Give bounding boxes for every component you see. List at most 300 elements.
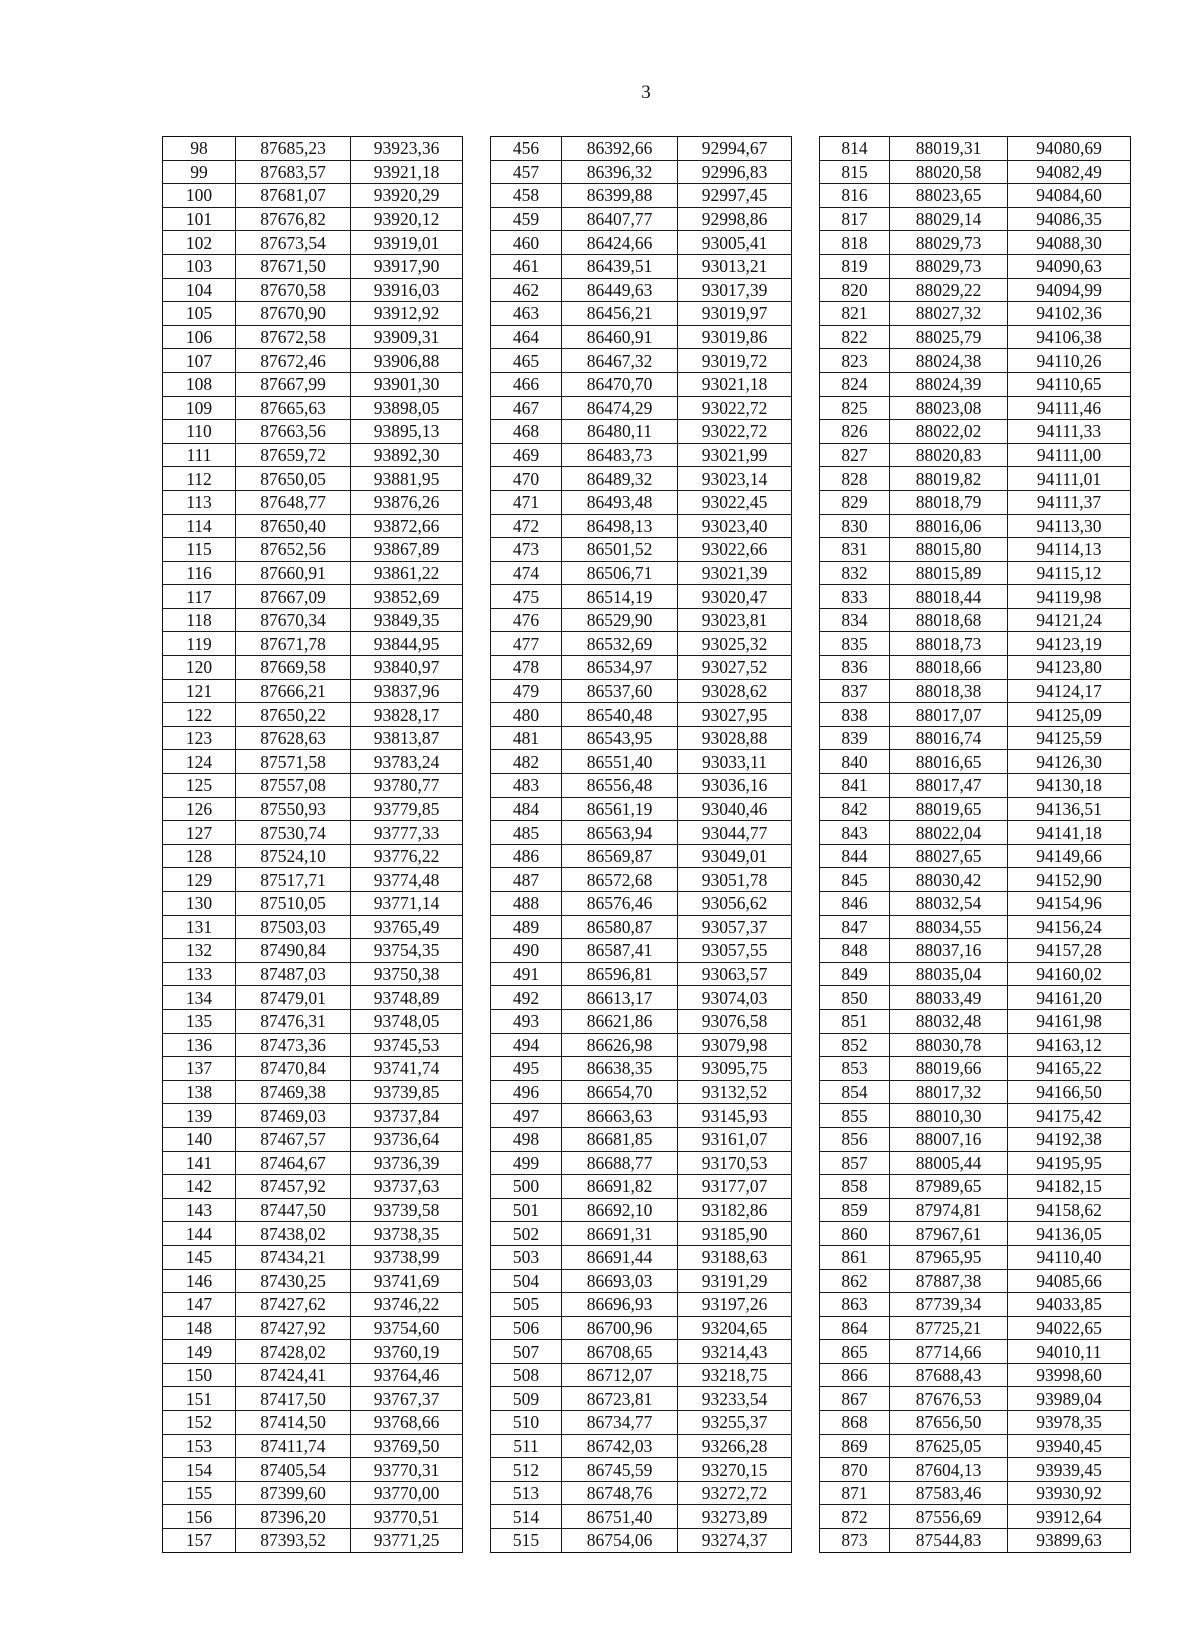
point-number-cell: 840 <box>820 750 890 774</box>
y-coordinate-cell: 94130,18 <box>1008 774 1131 798</box>
column-gap <box>792 962 820 986</box>
x-coordinate-cell: 86745,59 <box>562 1458 678 1482</box>
point-number-cell: 464 <box>491 325 562 349</box>
x-coordinate-cell: 86569,87 <box>562 844 678 868</box>
point-number-cell: 515 <box>491 1529 562 1553</box>
y-coordinate-cell: 93901,30 <box>351 372 463 396</box>
point-number-cell: 482 <box>491 750 562 774</box>
point-number-cell: 148 <box>163 1316 236 1340</box>
x-coordinate-cell: 86489,32 <box>562 467 678 491</box>
x-coordinate-cell: 87989,65 <box>890 1175 1008 1199</box>
point-number-cell: 112 <box>163 467 236 491</box>
y-coordinate-cell: 94136,05 <box>1008 1222 1131 1246</box>
column-gap <box>463 1529 491 1553</box>
x-coordinate-cell: 88029,22 <box>890 278 1008 302</box>
y-coordinate-cell: 93266,28 <box>678 1434 792 1458</box>
column-gap <box>463 1340 491 1364</box>
point-number-cell: 841 <box>820 774 890 798</box>
y-coordinate-cell: 93770,31 <box>351 1458 463 1482</box>
point-number-cell: 104 <box>163 278 236 302</box>
point-number-cell: 820 <box>820 278 890 302</box>
x-coordinate-cell: 88018,44 <box>890 585 1008 609</box>
y-coordinate-cell: 94110,40 <box>1008 1245 1131 1269</box>
y-coordinate-cell: 92994,67 <box>678 137 792 161</box>
x-coordinate-cell: 87544,83 <box>890 1529 1008 1553</box>
point-number-cell: 855 <box>820 1104 890 1128</box>
y-coordinate-cell: 93027,52 <box>678 656 792 680</box>
point-number-cell: 830 <box>820 514 890 538</box>
x-coordinate-cell: 88015,89 <box>890 561 1008 585</box>
y-coordinate-cell: 93923,36 <box>351 137 463 161</box>
point-number-cell: 142 <box>163 1175 236 1199</box>
x-coordinate-cell: 87650,40 <box>236 514 351 538</box>
x-coordinate-cell: 87659,72 <box>236 443 351 467</box>
point-number-cell: 822 <box>820 325 890 349</box>
y-coordinate-cell: 94161,20 <box>1008 986 1131 1010</box>
point-number-cell: 125 <box>163 774 236 798</box>
table-row <box>163 1057 1131 1081</box>
column-gap <box>792 892 820 916</box>
table-row <box>163 1198 1131 1222</box>
y-coordinate-cell: 93738,35 <box>351 1222 463 1246</box>
point-number-cell: 823 <box>820 349 890 373</box>
y-coordinate-cell: 94110,26 <box>1008 349 1131 373</box>
point-number-cell: 118 <box>163 608 236 632</box>
point-number-cell: 153 <box>163 1434 236 1458</box>
point-number-cell: 143 <box>163 1198 236 1222</box>
column-gap <box>463 254 491 278</box>
point-number-cell: 821 <box>820 302 890 326</box>
x-coordinate-cell: 87517,71 <box>236 868 351 892</box>
table-row <box>163 774 1131 798</box>
point-number-cell: 483 <box>491 774 562 798</box>
column-gap <box>792 207 820 231</box>
column-gap <box>792 1222 820 1246</box>
y-coordinate-cell: 93737,63 <box>351 1175 463 1199</box>
table-row <box>163 844 1131 868</box>
point-number-cell: 473 <box>491 538 562 562</box>
table-row <box>163 1245 1131 1269</box>
y-coordinate-cell: 93204,65 <box>678 1316 792 1340</box>
x-coordinate-cell: 86540,48 <box>562 703 678 727</box>
point-number-cell: 149 <box>163 1340 236 1364</box>
column-gap <box>792 420 820 444</box>
y-coordinate-cell: 94113,30 <box>1008 514 1131 538</box>
x-coordinate-cell: 87510,05 <box>236 892 351 916</box>
point-number-cell: 156 <box>163 1505 236 1529</box>
point-number-cell: 829 <box>820 490 890 514</box>
column-gap <box>792 1411 820 1435</box>
point-number-cell: 826 <box>820 420 890 444</box>
y-coordinate-cell: 92996,83 <box>678 160 792 184</box>
x-coordinate-cell: 87427,62 <box>236 1293 351 1317</box>
x-coordinate-cell: 86621,86 <box>562 1009 678 1033</box>
x-coordinate-cell: 86563,94 <box>562 821 678 845</box>
y-coordinate-cell: 93022,72 <box>678 420 792 444</box>
y-coordinate-cell: 93033,11 <box>678 750 792 774</box>
x-coordinate-cell: 87583,46 <box>890 1481 1008 1505</box>
point-number-cell: 154 <box>163 1458 236 1482</box>
column-gap <box>792 137 820 161</box>
column-gap <box>463 137 491 161</box>
y-coordinate-cell: 93076,58 <box>678 1009 792 1033</box>
point-number-cell: 836 <box>820 656 890 680</box>
column-gap <box>463 1434 491 1458</box>
column-gap <box>792 750 820 774</box>
y-coordinate-cell: 93768,66 <box>351 1411 463 1435</box>
x-coordinate-cell: 87479,01 <box>236 986 351 1010</box>
column-gap <box>792 1340 820 1364</box>
x-coordinate-cell: 86543,95 <box>562 726 678 750</box>
x-coordinate-cell: 87469,03 <box>236 1104 351 1128</box>
x-coordinate-cell: 87676,82 <box>236 207 351 231</box>
column-gap <box>792 396 820 420</box>
column-gap <box>463 1222 491 1246</box>
y-coordinate-cell: 93748,89 <box>351 986 463 1010</box>
point-number-cell: 121 <box>163 679 236 703</box>
x-coordinate-cell: 88032,54 <box>890 892 1008 916</box>
y-coordinate-cell: 93872,66 <box>351 514 463 538</box>
y-coordinate-cell: 93783,24 <box>351 750 463 774</box>
x-coordinate-cell: 87490,84 <box>236 939 351 963</box>
x-coordinate-cell: 88030,42 <box>890 868 1008 892</box>
y-coordinate-cell: 94022,65 <box>1008 1316 1131 1340</box>
point-number-cell: 513 <box>491 1481 562 1505</box>
y-coordinate-cell: 93218,75 <box>678 1363 792 1387</box>
y-coordinate-cell: 93916,03 <box>351 278 463 302</box>
point-number-cell: 510 <box>491 1411 562 1435</box>
x-coordinate-cell: 86399,88 <box>562 184 678 208</box>
y-coordinate-cell: 93771,25 <box>351 1529 463 1553</box>
column-gap <box>463 1127 491 1151</box>
point-number-cell: 825 <box>820 396 890 420</box>
y-coordinate-cell: 94102,36 <box>1008 302 1131 326</box>
x-coordinate-cell: 88023,65 <box>890 184 1008 208</box>
column-gap <box>463 302 491 326</box>
y-coordinate-cell: 92998,86 <box>678 207 792 231</box>
table-row <box>163 868 1131 892</box>
y-coordinate-cell: 93754,60 <box>351 1316 463 1340</box>
column-gap <box>792 302 820 326</box>
y-coordinate-cell: 93774,48 <box>351 868 463 892</box>
table-row <box>163 679 1131 703</box>
column-gap <box>463 797 491 821</box>
column-gap <box>792 443 820 467</box>
x-coordinate-cell: 87672,58 <box>236 325 351 349</box>
table-row <box>163 467 1131 491</box>
column-gap <box>463 231 491 255</box>
y-coordinate-cell: 93019,86 <box>678 325 792 349</box>
point-number-cell: 103 <box>163 254 236 278</box>
column-gap <box>792 915 820 939</box>
point-number-cell: 476 <box>491 608 562 632</box>
x-coordinate-cell: 87457,92 <box>236 1175 351 1199</box>
column-gap <box>792 1127 820 1151</box>
table-row <box>163 396 1131 420</box>
table-row <box>163 302 1131 326</box>
column-gap <box>792 1245 820 1269</box>
y-coordinate-cell: 93844,95 <box>351 632 463 656</box>
column-gap <box>792 1009 820 1033</box>
point-number-cell: 471 <box>491 490 562 514</box>
point-number-cell: 456 <box>491 137 562 161</box>
y-coordinate-cell: 94080,69 <box>1008 137 1131 161</box>
table-row <box>163 1127 1131 1151</box>
y-coordinate-cell: 94152,90 <box>1008 868 1131 892</box>
table-row <box>163 1340 1131 1364</box>
y-coordinate-cell: 93920,12 <box>351 207 463 231</box>
y-coordinate-cell: 93989,04 <box>1008 1387 1131 1411</box>
point-number-cell: 127 <box>163 821 236 845</box>
column-gap <box>463 821 491 845</box>
x-coordinate-cell: 87660,91 <box>236 561 351 585</box>
y-coordinate-cell: 93770,00 <box>351 1481 463 1505</box>
x-coordinate-cell: 86692,10 <box>562 1198 678 1222</box>
x-coordinate-cell: 86638,35 <box>562 1057 678 1081</box>
point-number-cell: 509 <box>491 1387 562 1411</box>
x-coordinate-cell: 87670,58 <box>236 278 351 302</box>
point-number-cell: 98 <box>163 137 236 161</box>
x-coordinate-cell: 87424,41 <box>236 1363 351 1387</box>
x-coordinate-cell: 86456,21 <box>562 302 678 326</box>
y-coordinate-cell: 93272,72 <box>678 1481 792 1505</box>
y-coordinate-cell: 94111,46 <box>1008 396 1131 420</box>
y-coordinate-cell: 94088,30 <box>1008 231 1131 255</box>
point-number-cell: 508 <box>491 1363 562 1387</box>
y-coordinate-cell: 94119,98 <box>1008 585 1131 609</box>
point-number-cell: 828 <box>820 467 890 491</box>
x-coordinate-cell: 87667,99 <box>236 372 351 396</box>
y-coordinate-cell: 93754,35 <box>351 939 463 963</box>
x-coordinate-cell: 86691,31 <box>562 1222 678 1246</box>
point-number-cell: 831 <box>820 538 890 562</box>
point-number-cell: 105 <box>163 302 236 326</box>
table-row <box>163 939 1131 963</box>
column-gap <box>463 1080 491 1104</box>
column-gap <box>792 1458 820 1482</box>
point-number-cell: 113 <box>163 490 236 514</box>
y-coordinate-cell: 93852,69 <box>351 585 463 609</box>
column-gap <box>792 656 820 680</box>
y-coordinate-cell: 94033,85 <box>1008 1293 1131 1317</box>
point-number-cell: 130 <box>163 892 236 916</box>
column-gap <box>463 1269 491 1293</box>
column-gap <box>463 396 491 420</box>
x-coordinate-cell: 86501,52 <box>562 538 678 562</box>
x-coordinate-cell: 88029,14 <box>890 207 1008 231</box>
column-gap <box>463 585 491 609</box>
x-coordinate-cell: 87683,57 <box>236 160 351 184</box>
y-coordinate-cell: 93776,22 <box>351 844 463 868</box>
point-number-cell: 157 <box>163 1529 236 1553</box>
x-coordinate-cell: 86556,48 <box>562 774 678 798</box>
point-number-cell: 131 <box>163 915 236 939</box>
point-number-cell: 124 <box>163 750 236 774</box>
point-number-cell: 117 <box>163 585 236 609</box>
x-coordinate-cell: 86470,70 <box>562 372 678 396</box>
point-number-cell: 123 <box>163 726 236 750</box>
column-gap <box>463 372 491 396</box>
y-coordinate-cell: 93739,58 <box>351 1198 463 1222</box>
x-coordinate-cell: 86514,19 <box>562 585 678 609</box>
point-number-cell: 838 <box>820 703 890 727</box>
y-coordinate-cell: 94195,95 <box>1008 1151 1131 1175</box>
x-coordinate-cell: 88016,65 <box>890 750 1008 774</box>
y-coordinate-cell: 93023,14 <box>678 467 792 491</box>
point-number-cell: 511 <box>491 1434 562 1458</box>
y-coordinate-cell: 94156,24 <box>1008 915 1131 939</box>
point-number-cell: 460 <box>491 231 562 255</box>
x-coordinate-cell: 87670,90 <box>236 302 351 326</box>
point-number-cell: 138 <box>163 1080 236 1104</box>
x-coordinate-cell: 88019,31 <box>890 137 1008 161</box>
point-number-cell: 492 <box>491 986 562 1010</box>
y-coordinate-cell: 93044,77 <box>678 821 792 845</box>
point-number-cell: 860 <box>820 1222 890 1246</box>
column-gap <box>463 1481 491 1505</box>
x-coordinate-cell: 87648,77 <box>236 490 351 514</box>
column-gap <box>792 349 820 373</box>
y-coordinate-cell: 93930,92 <box>1008 1481 1131 1505</box>
y-coordinate-cell: 93741,69 <box>351 1269 463 1293</box>
point-number-cell: 122 <box>163 703 236 727</box>
y-coordinate-cell: 94111,37 <box>1008 490 1131 514</box>
y-coordinate-cell: 94110,65 <box>1008 372 1131 396</box>
y-coordinate-cell: 93185,90 <box>678 1222 792 1246</box>
column-gap <box>463 750 491 774</box>
x-coordinate-cell: 88024,38 <box>890 349 1008 373</box>
page-number: 3 <box>641 82 651 103</box>
y-coordinate-cell: 93022,45 <box>678 490 792 514</box>
x-coordinate-cell: 86691,82 <box>562 1175 678 1199</box>
y-coordinate-cell: 93770,51 <box>351 1505 463 1529</box>
y-coordinate-cell: 93765,49 <box>351 915 463 939</box>
point-number-cell: 842 <box>820 797 890 821</box>
column-gap <box>792 490 820 514</box>
x-coordinate-cell: 88024,39 <box>890 372 1008 396</box>
point-number-cell: 815 <box>820 160 890 184</box>
y-coordinate-cell: 93876,26 <box>351 490 463 514</box>
y-coordinate-cell: 93013,21 <box>678 254 792 278</box>
column-gap <box>463 1198 491 1222</box>
x-coordinate-cell: 88005,44 <box>890 1151 1008 1175</box>
x-coordinate-cell: 88035,04 <box>890 962 1008 986</box>
x-coordinate-cell: 87411,74 <box>236 1434 351 1458</box>
y-coordinate-cell: 93750,38 <box>351 962 463 986</box>
x-coordinate-cell: 87974,81 <box>890 1198 1008 1222</box>
table-row <box>163 325 1131 349</box>
point-number-cell: 505 <box>491 1293 562 1317</box>
column-gap <box>792 986 820 1010</box>
y-coordinate-cell: 93188,63 <box>678 1245 792 1269</box>
y-coordinate-cell: 93005,41 <box>678 231 792 255</box>
x-coordinate-cell: 87427,92 <box>236 1316 351 1340</box>
table-row <box>163 278 1131 302</box>
x-coordinate-cell: 87666,21 <box>236 679 351 703</box>
y-coordinate-cell: 93940,45 <box>1008 1434 1131 1458</box>
point-number-cell: 497 <box>491 1104 562 1128</box>
y-coordinate-cell: 94158,62 <box>1008 1198 1131 1222</box>
column-gap <box>792 1505 820 1529</box>
y-coordinate-cell: 93274,37 <box>678 1529 792 1553</box>
y-coordinate-cell: 93021,99 <box>678 443 792 467</box>
x-coordinate-cell: 87476,31 <box>236 1009 351 1033</box>
column-gap <box>463 1245 491 1269</box>
point-number-cell: 137 <box>163 1057 236 1081</box>
y-coordinate-cell: 93919,01 <box>351 231 463 255</box>
table-row <box>163 514 1131 538</box>
y-coordinate-cell: 93051,78 <box>678 868 792 892</box>
point-number-cell: 102 <box>163 231 236 255</box>
column-gap <box>463 962 491 986</box>
y-coordinate-cell: 93741,74 <box>351 1057 463 1081</box>
x-coordinate-cell: 86681,85 <box>562 1127 678 1151</box>
table-row <box>163 160 1131 184</box>
y-coordinate-cell: 93074,03 <box>678 986 792 1010</box>
x-coordinate-cell: 88034,55 <box>890 915 1008 939</box>
y-coordinate-cell: 93745,53 <box>351 1033 463 1057</box>
x-coordinate-cell: 86396,32 <box>562 160 678 184</box>
y-coordinate-cell: 93748,05 <box>351 1009 463 1033</box>
point-number-cell: 477 <box>491 632 562 656</box>
y-coordinate-cell: 93057,55 <box>678 939 792 963</box>
y-coordinate-cell: 94111,01 <box>1008 467 1131 491</box>
point-number-cell: 867 <box>820 1387 890 1411</box>
y-coordinate-cell: 93177,07 <box>678 1175 792 1199</box>
point-number-cell: 850 <box>820 986 890 1010</box>
point-number-cell: 128 <box>163 844 236 868</box>
x-coordinate-cell: 87656,50 <box>890 1411 1008 1435</box>
x-coordinate-cell: 86688,77 <box>562 1151 678 1175</box>
x-coordinate-cell: 88019,65 <box>890 797 1008 821</box>
y-coordinate-cell: 94154,96 <box>1008 892 1131 916</box>
y-coordinate-cell: 93255,37 <box>678 1411 792 1435</box>
x-coordinate-cell: 86596,81 <box>562 962 678 986</box>
point-number-cell: 844 <box>820 844 890 868</box>
point-number-cell: 469 <box>491 443 562 467</box>
y-coordinate-cell: 93881,95 <box>351 467 463 491</box>
table-row <box>163 656 1131 680</box>
point-number-cell: 837 <box>820 679 890 703</box>
point-number-cell: 843 <box>820 821 890 845</box>
point-number-cell: 106 <box>163 325 236 349</box>
column-gap <box>463 1411 491 1435</box>
x-coordinate-cell: 87887,38 <box>890 1269 1008 1293</box>
y-coordinate-cell: 93898,05 <box>351 396 463 420</box>
column-gap <box>792 703 820 727</box>
column-gap <box>463 561 491 585</box>
point-number-cell: 502 <box>491 1222 562 1246</box>
column-gap <box>792 1151 820 1175</box>
column-gap <box>463 703 491 727</box>
point-number-cell: 480 <box>491 703 562 727</box>
column-gap <box>792 844 820 868</box>
point-number-cell: 144 <box>163 1222 236 1246</box>
point-number-cell: 458 <box>491 184 562 208</box>
x-coordinate-cell: 86751,40 <box>562 1505 678 1529</box>
x-coordinate-cell: 86712,07 <box>562 1363 678 1387</box>
y-coordinate-cell: 94166,50 <box>1008 1080 1131 1104</box>
x-coordinate-cell: 87430,25 <box>236 1269 351 1293</box>
column-gap <box>792 632 820 656</box>
column-gap <box>463 443 491 467</box>
y-coordinate-cell: 94114,13 <box>1008 538 1131 562</box>
x-coordinate-cell: 88018,66 <box>890 656 1008 680</box>
table-row <box>163 1009 1131 1033</box>
column-gap <box>463 632 491 656</box>
x-coordinate-cell: 86532,69 <box>562 632 678 656</box>
y-coordinate-cell: 94182,15 <box>1008 1175 1131 1199</box>
